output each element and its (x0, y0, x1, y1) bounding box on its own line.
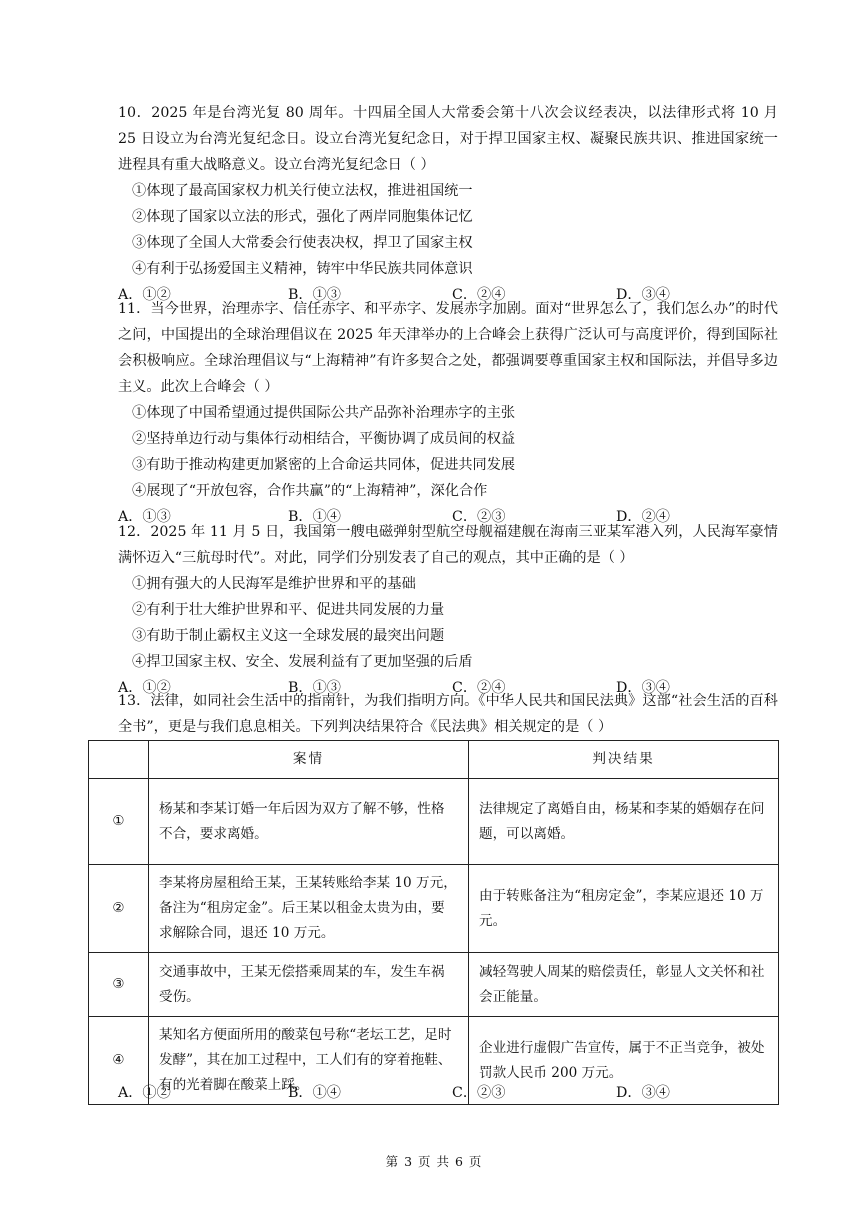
row-number: ③ (89, 953, 149, 1017)
verdict-cell: 企业进行虚假广告宣传，属于不正当竞争，被处罚款人民币 200 万元。 (469, 1017, 779, 1105)
choice-d: D．③④ (616, 287, 670, 303)
table-header-row (89, 741, 779, 779)
question-13-choices (118, 1080, 778, 1106)
statement-1: ①拥有强大的人民海军是维护世界和平的基础 (132, 576, 416, 592)
verdict-cell: 由于转账备注为“租房定金”，李某应退还 10 万元。 (469, 865, 779, 953)
choice-c: C．②④ (452, 680, 506, 696)
statement-3: ③有助于制止霸权主义这一全球发展的最突出问题 (132, 628, 445, 644)
question-stem: 10．2025 年是台湾光复 80 周年。十四届全国人大常委会第十八次会议经表决，以法律形式将 10 月 25 日设立为台湾光复纪念日。设立台湾光复纪念日，对于捍卫国家主权、凝聚民族共识、推进国家统一进程具有重大战略意义。设立台湾光复纪念日（ ） (118, 105, 778, 173)
statement-1: ①体现了中国希望通过提供国际公共产品弥补治理赤字的主张 (132, 405, 516, 421)
case-cell: 交通事故中，王某无偿搭乘周某的车，发生车祸受伤。 (149, 953, 469, 1017)
page-footer: 第 3 页 共 6 页 (385, 1154, 483, 1169)
table-row (89, 779, 779, 865)
choice-b: B．①③ (288, 287, 341, 303)
choice-a: A．①② (118, 1085, 171, 1101)
choice-c: C．②③ (452, 1085, 506, 1101)
verdict-cell: 减轻驾驶人周某的赔偿责任，彰显人文关怀和社会正能量。 (469, 953, 779, 1017)
verdict-cell: 法律规定了离婚自由，杨某和李某的婚姻存在问题，可以离婚。 (469, 779, 779, 865)
statement-2: ②坚持单边行动与集体行动相结合，平衡协调了成员间的权益 (132, 431, 516, 447)
question-10 (118, 100, 778, 308)
question-13 (118, 688, 778, 740)
statement-1: ①体现了最高国家权力机关行使立法权，推进祖国统一 (132, 183, 473, 199)
statement-4: ④有利于弘扬爱国主义精神，铸牢中华民族共同体意识 (132, 261, 473, 277)
question-stem: 13．法律，如同社会生活中的指南针，为我们指明方向。《中华人民共和国民法典》这部“社会生活的百科全书”，更是与我们息息相关。下列判决结果符合《民法典》相关规定的是（ ） (118, 693, 778, 735)
question-stem: 12．2025 年 11 月 5 日，我国第一艘电磁弹射型航空母舰福建舰在海南三亚某军港入列，人民海军豪情满怀迈入“三航母时代”。对此，同学们分别发表了自己的观点，其中正确的是（ ） (118, 524, 778, 566)
choice-c: C．②③ (452, 509, 506, 525)
choice-b: B．①④ (288, 1085, 341, 1101)
choice-d: D．②④ (616, 509, 670, 525)
choice-a: A．①② (118, 287, 171, 303)
table-row (89, 865, 779, 953)
question-11 (118, 296, 778, 530)
question-12 (118, 519, 778, 701)
case-cell: 杨某和李某订婚一年后因为双方了解不够，性格不合，要求离婚。 (149, 779, 469, 865)
case-cell: 李某将房屋租给王某，王某转账给李某 10 万元，备注为“租房定金”。后王某以租金太贵为由，要求解除合同，退还 10 万元。 (149, 865, 469, 953)
choice-d: D．③④ (616, 680, 670, 696)
choice-a: A．①③ (118, 509, 171, 525)
choice-b: B．①③ (288, 680, 341, 696)
row-number: ② (89, 865, 149, 953)
statement-2: ②有利于壮大维护世界和平、促进共同发展的力量 (132, 602, 445, 618)
case-table (88, 740, 779, 1105)
choice-b: B．①④ (288, 509, 341, 525)
statement-3: ③体现了全国人大常委会行使表决权，捍卫了国家主权 (132, 235, 473, 251)
statement-3: ③有助于推动构建更加紧密的上合命运共同体，促进共同发展 (132, 457, 516, 473)
statement-4: ④展现了“开放包容，合作共赢”的“上海精神”，深化合作 (132, 483, 488, 499)
choice-c: C．②④ (452, 287, 506, 303)
header-verdict: 判决结果 (469, 741, 779, 779)
choice-a: A．①② (118, 680, 171, 696)
statement-2: ②体现了国家以立法的形式，强化了两岸同胞集体记忆 (132, 209, 473, 225)
table-row (89, 953, 779, 1017)
statement-4: ④捍卫国家主权、安全、发展利益有了更加坚强的后盾 (132, 654, 473, 670)
row-number: ④ (89, 1017, 149, 1105)
answer-choices (118, 1080, 778, 1106)
row-number: ① (89, 779, 149, 865)
case-cell: 某知名方便面所用的酸菜包号称“老坛工艺，足时发酵”，其在加工过程中，工人们有的穿着拖鞋、有的光着脚在酸菜上踩。 (149, 1017, 469, 1105)
question-stem: 11．当今世界，治理赤字、信任赤字、和平赤字、发展赤字加剧。面对“世界怎么了，我们怎么办”的时代之问，中国提出的全球治理倡议在 2025 年天津举办的上合峰会上获得广泛认可与高度评价，得到国际社会积极响应。全球治理倡议与“上海精神”有许多契合之处，都强调要尊重国家主权和国际法，并倡导多边主义。此次上合峰会（ ） (118, 301, 778, 395)
header-case: 案情 (149, 741, 469, 779)
header-blank (89, 741, 149, 779)
choice-d: D．③④ (616, 1085, 670, 1101)
